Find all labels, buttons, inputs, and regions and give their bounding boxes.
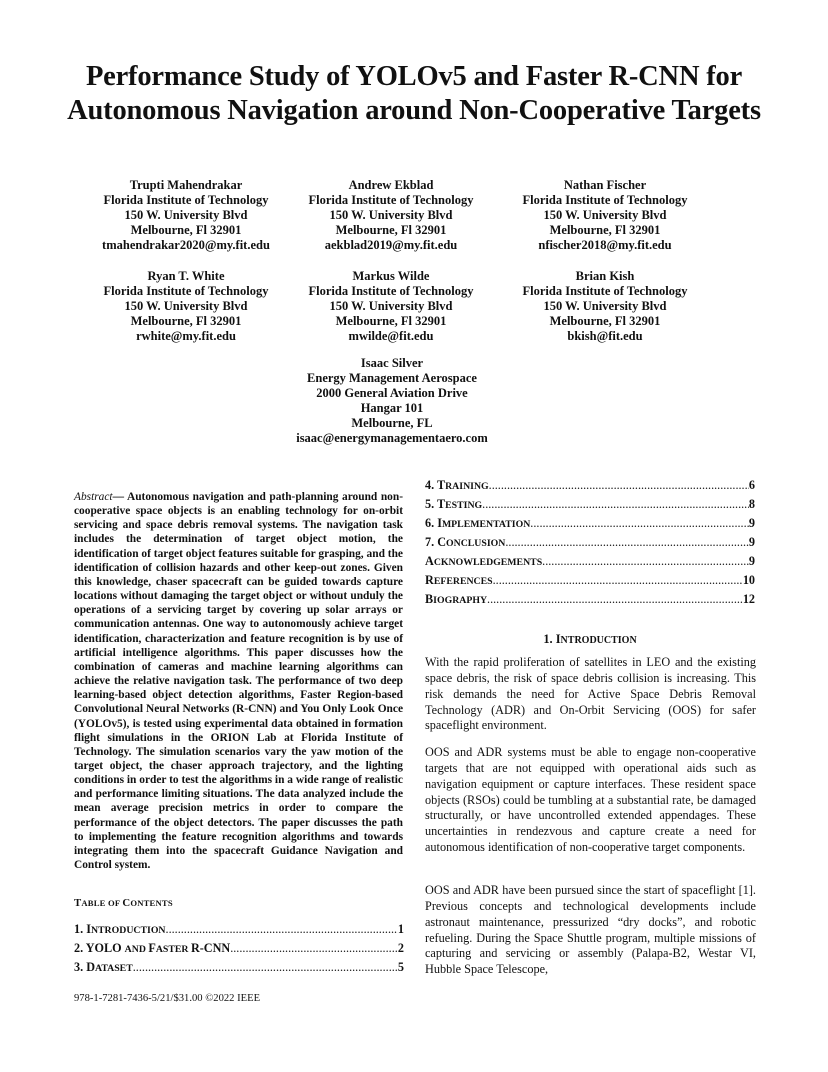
toc-page-number: 2	[397, 941, 404, 955]
toc-page-number: 6	[748, 478, 755, 492]
author-affiliation: Florida Institute of Technology	[308, 193, 474, 208]
author-street: 150 W. University Blvd	[543, 299, 667, 314]
toc-page-number: 9	[748, 535, 755, 549]
author-block	[510, 269, 700, 344]
author-unit: Hangar 101	[360, 401, 424, 416]
author-affiliation: Florida Institute of Technology	[308, 284, 474, 299]
toc-page-number: 9	[748, 554, 755, 568]
author-name: Nathan Fischer	[563, 178, 647, 192]
author-city: Melbourne, Fl 32901	[335, 223, 447, 238]
toc-entry[interactable]: 5. TESTING ..... 8	[425, 495, 755, 514]
author-name: Brian Kish	[575, 269, 635, 283]
author-name: Isaac Silver	[360, 356, 424, 370]
author-email: isaac@energymanagementaero.com	[296, 431, 488, 446]
author-name: Markus Wilde	[352, 269, 430, 283]
toc-page-number: 12	[742, 592, 755, 606]
author-affiliation: Florida Institute of Technology	[522, 284, 688, 299]
author-block	[86, 269, 286, 344]
toc-page-number: 9	[748, 516, 755, 530]
author-block	[270, 356, 514, 447]
toc-page-number: 10	[742, 573, 755, 587]
author-name: Andrew Ekblad	[348, 178, 434, 192]
author-email: tmahendrakar2020@my.fit.edu	[102, 238, 270, 253]
toc-entry[interactable]: 3. DATASET ..... 5	[74, 958, 404, 977]
author-email: rwhite@my.fit.edu	[136, 329, 236, 344]
author-block	[296, 178, 486, 253]
author-affiliation: Florida Institute of Technology	[522, 193, 688, 208]
abstract	[74, 490, 403, 872]
toc-entry[interactable]: BIOGRAPHY ..... 12	[425, 590, 755, 609]
toc-entry[interactable]: 6. IMPLEMENTATION ..... 9	[425, 514, 755, 533]
paper-title: Performance Study of YOLOv5 and Faster R-CNN for Autonomous Navigation around Non-Cooperative Targets	[67, 61, 761, 126]
toc-page-number: 5	[397, 960, 404, 974]
author-email: aekblad2019@my.fit.edu	[324, 238, 458, 253]
author-city: Melbourne, Fl 32901	[549, 314, 661, 329]
toc-entry[interactable]: ACKNOWLEDGEMENTS ..... 9	[425, 552, 755, 571]
author-city: Melbourne, Fl 32901	[130, 314, 242, 329]
abstract-text: Autonomous navigation and path-planning around non-cooperative space objects is an enabling technology for on-orbit servicing and space debris removal systems. The navigation task includes the determination of target object motion, the identification of target object features suitable for grasping, and the identification of collision hazards and other keep-out zones. Given this knowledge, chaser spacecraft can be guided towards capture locations without damaging the target object or without unduly the operations of a servicing target by covering up solar arrays or communication antennas. One way to autonomously achieve target identification, characterization and feature recognition is by use of artificial intelligence algorithms. This paper discusses how the combination of cameras and machine learning algorithms can achieve the relative navigation task. The performance of two deep learning-based object detection algorithms, Faster Region-based Convolutional Neural Networks (R-CNN) and You Only Look Once (YOLOv5), is tested using experimental data obtained in formation flight simulations in the ORION Lab at Florida Institute of Technology. The simulation scenarios vary the yaw motion of the target object, the chaser approach trajectory, and the lighting conditions in order to test the algorithms in a wide range of realistic and performance limiting situations. The data analyzed include the mean average precision metrics in order to compare the performance of the object detectors. The paper discusses the path to implementing the feature recognition algorithms and towards integrating them into the spacecraft Guidance Navigation and Control system.	[74, 491, 403, 872]
author-city: Melbourne, Fl 32901	[335, 314, 447, 329]
author-city: Melbourne, FL	[351, 416, 433, 431]
author-email: mwilde@fit.edu	[348, 329, 434, 344]
toc-entry[interactable]: 7. CONCLUSION ..... 9	[425, 533, 755, 552]
body-paragraph: OOS and ADR have been pursued since the start of spaceflight [1]. Previous concepts and technological developments include astronaut maintenance, pressurized “dry docks”, and robotic refueling. During the Space Shuttle program, multiple missions of capturing and servicing or assembly (Palapa-B2, Westar VI, Hubble Space Telescope,	[425, 883, 756, 977]
toc-list-left	[74, 920, 404, 977]
abstract-label: Abstract	[74, 491, 113, 503]
author-affiliation: Florida Institute of Technology	[103, 193, 269, 208]
abstract-dash: —	[112, 491, 124, 503]
author-name: Ryan T. White	[147, 269, 225, 283]
toc-page-number: 8	[748, 497, 755, 511]
toc-list-right	[425, 476, 755, 609]
author-name: Trupti Mahendrakar	[129, 178, 243, 192]
author-affiliation: Florida Institute of Technology	[103, 284, 269, 299]
copyright-notice: 978-1-7281-7436-5/21/$31.00 ©2022 IEEE	[74, 993, 261, 1004]
toc-entry[interactable]: REFERENCES ..... 10	[425, 571, 755, 590]
toc-entry[interactable]: 1. INTRODUCTION ..... 1	[74, 920, 404, 939]
author-block	[510, 178, 700, 253]
toc-heading: TABLE OF CONTENTS	[74, 897, 173, 909]
author-street: 150 W. University Blvd	[124, 208, 248, 223]
body-paragraph: OOS and ADR systems must be able to engage non-cooperative targets that are not equipped with operational aids such as navigation equipment or capture interfaces. These resident space objects (RSOs) could be tumbling at a substantial rate, be damaged structurally, or have uncontrolled extended appendages. These uncertainties in rendezvous and capture create a need for autonomous identification of non-cooperative target components.	[425, 745, 756, 855]
toc-entry[interactable]: 2. YOLO AND FASTER R-CNN ..... 2	[74, 939, 404, 958]
author-street: 2000 General Aviation Drive	[316, 386, 468, 401]
author-email: nfischer2018@my.fit.edu	[538, 238, 672, 253]
body-paragraph: With the rapid proliferation of satellites in LEO and the existing space debris, the risk of space debris collision is increasing. This risk demands the need for Active Space Debris Removal Technology (ADR) and On-Orbit Servicing (OOS) for safer spaceflight environment.	[425, 655, 756, 733]
author-email: bkish@fit.edu	[567, 329, 643, 344]
author-block	[86, 178, 286, 253]
author-street: 150 W. University Blvd	[329, 208, 453, 223]
author-affiliation: Energy Management Aerospace	[307, 371, 477, 386]
toc-page-number: 1	[397, 922, 404, 936]
author-street: 150 W. University Blvd	[124, 299, 248, 314]
author-block	[296, 269, 486, 344]
author-street: 150 W. University Blvd	[543, 208, 667, 223]
author-city: Melbourne, Fl 32901	[130, 223, 242, 238]
section-heading: 1. INTRODUCTION	[543, 632, 637, 646]
author-street: 150 W. University Blvd	[329, 299, 453, 314]
author-city: Melbourne, Fl 32901	[549, 223, 661, 238]
toc-entry[interactable]: 4. TRAINING ..... 6	[425, 476, 755, 495]
